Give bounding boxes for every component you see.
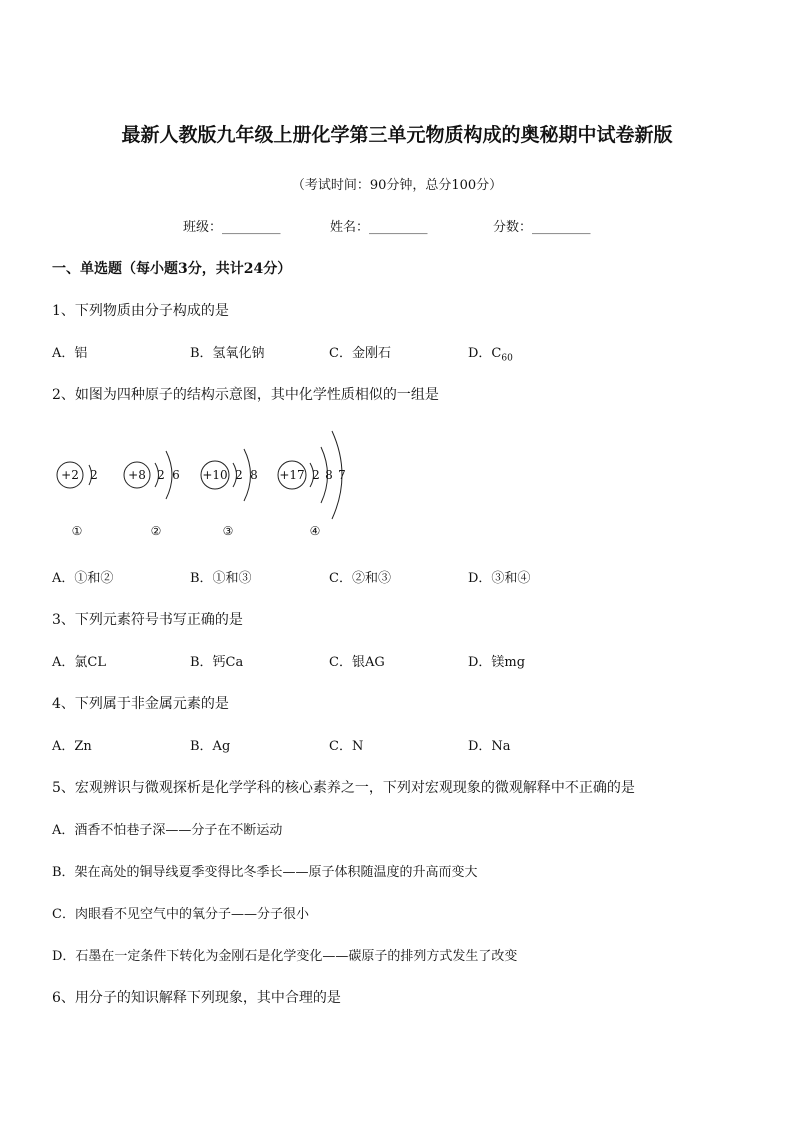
q5-option-a: A．酒香不怕巷子深——分子在不断运动 [52,823,283,838]
exam-title: 最新人教版九年级上册化学第三单元物质构成的奥秘期中试卷新版 [121,124,673,146]
q5-option-b: B．架在高处的铜导线夏季变得比冬季长——原子体积随温度的升高而变大 [52,865,478,880]
q2-option-a: A．①和② [52,571,114,586]
section-heading: 一、单选题（每小题3分，共计24分） [52,261,292,277]
question-1-stem: 1、下列物质由分子构成的是 [52,303,229,319]
q3-option-b: B．钙Ca [190,655,244,670]
atomic-structure-diagram [48,425,368,547]
q1-option-c: C．金刚石 [329,346,391,361]
question-2-stem: 2、如图为四种原子的结构示意图，其中化学性质相似的一组是 [52,387,439,403]
q4-option-a: A．Zn [52,739,92,754]
atom-1-nucleus-charge: +2 [61,468,79,482]
atom-2-label: ② [150,524,162,538]
atom-4-label: ④ [309,524,321,538]
q5-option-c: C．肉眼看不见空气中的氧分子——分子很小 [52,907,309,922]
name-field: 姓名：_________ [330,220,428,235]
atom-3-shell-1-electrons: 2 [235,468,243,482]
q3-option-d: D．镁mg [468,655,526,670]
atom-2-nucleus-charge: +8 [128,468,146,482]
question-3-stem: 3、下列元素符号书写正确的是 [52,612,243,628]
q1-option-d-text: D．C [468,346,502,361]
atom-3-shell-2-electrons: 8 [250,468,258,482]
q1-option-d [468,342,513,364]
question-6-stem: 6、用分子的知识解释下列现象，其中合理的是 [52,990,341,1006]
q4-option-d: D．Na [468,739,511,754]
atom-2-shell-2 [166,451,172,499]
atom-4-shell-1-electrons: 2 [312,468,320,482]
atom-4-nucleus-charge: +17 [279,468,305,482]
atom-3-label: ③ [222,524,234,538]
atom-1-label: ① [71,524,83,538]
q5-option-d: D．石墨在一定条件下转化为金刚石是化学变化——碳原子的排列方式发生了改变 [52,949,518,964]
q4-option-b: B．Ag [190,739,231,754]
atom-3-nucleus-charge: +10 [202,468,228,482]
q3-option-c: C．银AG [329,655,385,670]
q3-option-a: A．氯CL [52,655,106,670]
q2-option-c: C．②和③ [329,571,391,586]
question-5-stem: 5、宏观辨识与微观探析是化学学科的核心素养之一，下列对宏观现象的微观解释中不正确的是 [52,780,635,796]
q1-option-d-subscript: 60 [501,353,513,364]
question-4-stem: 4、下列属于非金属元素的是 [52,696,229,712]
q1-option-b: B．氢氧化钠 [190,346,265,361]
atom-1-shell-1-electrons: 2 [90,468,98,482]
q2-option-b: B．①和③ [190,571,252,586]
q4-option-c: C．N [329,739,364,754]
class-field: 班级：_________ [183,220,281,235]
score-field: 分数：_________ [493,220,591,235]
atom-4-shell-2-electrons: 8 [325,468,333,482]
atom-4-shell-3-electrons: 7 [338,468,346,482]
exam-subtitle: （考试时间：90分钟，总分100分） [291,178,503,193]
q2-option-d: D．③和④ [468,571,531,586]
q1-option-a: A．铝 [52,346,88,361]
atom-2-shell-1-electrons: 2 [157,468,165,482]
atom-2-shell-2-electrons: 6 [172,468,180,482]
